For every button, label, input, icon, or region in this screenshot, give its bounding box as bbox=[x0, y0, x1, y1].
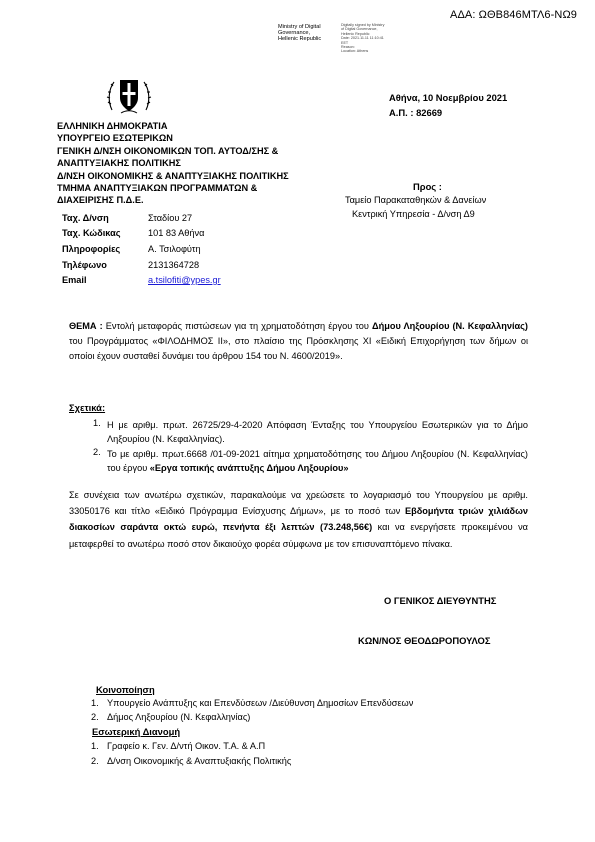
sender-line: ΑΝΑΠΤΥΞΙΑΚΗΣ ΠΟΛΙΤΙΚΗΣ bbox=[57, 158, 181, 169]
internal-distribution-item-number: 2. bbox=[91, 756, 99, 766]
internal-distribution-item: Γραφείο κ. Γεν. Δ/ντή Οικον. Τ.Α. & Α.Π bbox=[107, 741, 266, 751]
body-amount: Εβδομήντα τριών χιλιάδων διακοσίων σαράντα οκτώ ευρώ, πενήντα έξι λεπτών (73.248,56€) bbox=[69, 506, 528, 533]
signature-detail-line: Date: 2021.11.11 11:10:41 bbox=[341, 36, 384, 41]
greek-coat-of-arms-icon bbox=[106, 76, 152, 116]
contact-value: Σταδίου 27 bbox=[148, 213, 193, 223]
contact-label: Ταχ. Δ/νση bbox=[62, 213, 109, 223]
contact-label: Email bbox=[62, 275, 87, 285]
protocol-number: Α.Π. : 82669 bbox=[389, 107, 443, 118]
subject-municipality: Δήμου Ληξουρίου (Ν. Κεφαλληνίας) bbox=[372, 321, 528, 331]
subject-paragraph bbox=[69, 319, 528, 365]
sender-line: ΔΙΑΧΕΙΡΙΣΗΣ Π.Δ.Ε. bbox=[57, 195, 144, 206]
internal-distribution-item-number: 1. bbox=[91, 741, 99, 751]
signature-detail-line: of Digital Governance, bbox=[341, 27, 378, 32]
sender-line: ΤΜΗΜΑ ΑΝΑΠΤΥΞΙΑΚΩΝ ΠΡΟΓΡΑΜΜΑΤΩΝ & bbox=[57, 183, 258, 194]
contact-value: Α. Τσιλοφύτη bbox=[148, 244, 201, 254]
contact-label: Τηλέφωνο bbox=[62, 260, 107, 270]
recipient-line: Κεντρική Υπηρεσία - Δ/νση Δ9 bbox=[352, 209, 475, 219]
sender-line: ΥΠΟΥΡΓΕΙΟ ΕΣΩΤΕΡΙΚΩΝ bbox=[57, 133, 173, 144]
signature-detail-line: EET bbox=[341, 40, 349, 45]
contact-label: Ταχ. Κώδικας bbox=[62, 228, 121, 238]
signature-detail-line: Digitally signed by Ministry bbox=[341, 23, 385, 27]
related-item bbox=[107, 447, 528, 476]
signature-detail-line: Reason: bbox=[341, 44, 355, 49]
sender-block bbox=[57, 120, 312, 207]
related-item-text: Η με αριθμ. πρωτ. 26725/29-4-2020 Απόφαση Ένταξης του Υπουργείου Εσωτερικών για το Δήμο Ληξουρίου (Ν. Κεφαλληνίας). bbox=[107, 420, 528, 445]
contact-value: 2131364728 bbox=[148, 260, 200, 270]
related-item-project: «Εργα τοπικής ανάπτυξης Δήμου Ληξουρίου» bbox=[149, 463, 349, 474]
related-item-number: 2. bbox=[93, 447, 101, 457]
subject-text: Εντολή μεταφοράς πιστώσεων για τη χρηματοδότηση έργου του bbox=[102, 321, 373, 331]
related-item-number: 1. bbox=[93, 418, 101, 428]
signatory-title: Ο ΓΕΝΙΚΟΣ ΔΙΕΥΘΥΝΤΗΣ bbox=[384, 595, 497, 606]
related-item-text: Το με αριθμ. πρωτ.6668 /01-09-2021 αίτημα χρηματοδότησης του Δήμου Ληξουρίου (Ν. Κεφαλληνίας) του έργου bbox=[107, 449, 528, 474]
sender-line: ΕΛΛΗΝΙΚΗ ΔΗΜΟΚΡΑΤΙΑ bbox=[57, 121, 168, 131]
distribution-item-number: 1. bbox=[91, 698, 99, 708]
digital-signature-details bbox=[341, 23, 403, 54]
body-text: και να ενεργήσετε προκειμένου να μεταφερθεί το ανωτέρω ποσό στον δικαιούχο φορέα σύμφωνα με τον επισυναπτόμενο πίνακα. bbox=[69, 522, 528, 549]
signatory-name: ΚΩΝ/ΝΟΣ ΘΕΟΔΩΡΟΠΟΥΛΟΣ bbox=[358, 635, 491, 646]
email-link[interactable]: a.tsilofiti@ypes.gr bbox=[148, 275, 221, 285]
related-title: Σχετικά: bbox=[69, 402, 106, 413]
recipient-line: Ταμείο Παρακαταθηκών & Δανείων bbox=[345, 195, 487, 205]
distribution-item-number: 2. bbox=[91, 712, 99, 722]
sender-line: ΓΕΝΙΚΗ Δ/ΝΣΗ ΟΙΚΟΝΟΜΙΚΩΝ ΤΟΠ. ΑΥΤΟΔ/ΣΗΣ & bbox=[57, 145, 279, 156]
signer-line: Hellenic Republic bbox=[278, 36, 322, 43]
subject-label: ΘΕΜΑ : bbox=[69, 321, 103, 331]
distribution-item: Δήμος Ληξουρίου (Ν. Κεφαλληνίας) bbox=[107, 712, 251, 722]
recipient-label: Προς : bbox=[413, 181, 442, 192]
digital-signature-signer bbox=[278, 24, 340, 43]
internal-distribution-item: Δ/νση Οικονομικής & Αναπτυξιακής Πολιτικής bbox=[107, 756, 292, 766]
signer-line: Governance, bbox=[278, 30, 311, 37]
signature-detail-line: Location: Athens bbox=[341, 49, 369, 54]
distribution-item: Υπουργείο Ανάπτυξης και Επενδύσεων /Διεύθυνση Δημοσίων Επενδύσεων bbox=[107, 698, 414, 708]
distribution-title: Κοινοποίηση bbox=[96, 684, 155, 695]
body-paragraph bbox=[69, 487, 528, 552]
sender-line: Δ/ΝΣΗ ΟΙΚΟΝΟΜΙΚΗΣ & ΑΝΑΠΤΥΞΙΑΚΗΣ ΠΟΛΙΤΙΚΗΣ bbox=[57, 170, 289, 181]
subject-text: του Προγράμματος «ΦΙΛΟΔΗΜΟΣ ΙΙ», στο πλαίσιο της Πρόσκλησης ΧΙ «Ειδική Επιχορήγηση των δήμων οι οποίοι έχουν συσταθεί δυνάμει του άρθρου 154 του Ν. 4600/2019». bbox=[69, 336, 528, 362]
contact-label: Πληροφορίες bbox=[62, 244, 121, 254]
signature-detail-line: Hellenic Republic bbox=[341, 31, 370, 36]
signer-line: Ministry of Digital bbox=[278, 24, 321, 30]
body-text: Σε συνέχεια των ανωτέρω σχετικών, παρακαλούμε να χρεώσετε το λογαριασμό του Υπουργείου με αριθμ. 33050176 και τίτλο «Ειδικό Πρόγραμμα Ενίσχυσης Δήμων», με το ποσό των bbox=[69, 490, 528, 517]
ada-code: ΑΔΑ: ΩΘΒ846ΜΤΛ6-ΝΩ9 bbox=[450, 9, 577, 21]
related-item bbox=[107, 418, 528, 447]
document-date: Αθήνα, 10 Νοεμβρίου 2021 bbox=[389, 92, 508, 103]
internal-distribution-title: Εσωτερική Διανομή bbox=[92, 726, 181, 737]
contact-value: 101 83 Αθήνα bbox=[148, 228, 205, 238]
